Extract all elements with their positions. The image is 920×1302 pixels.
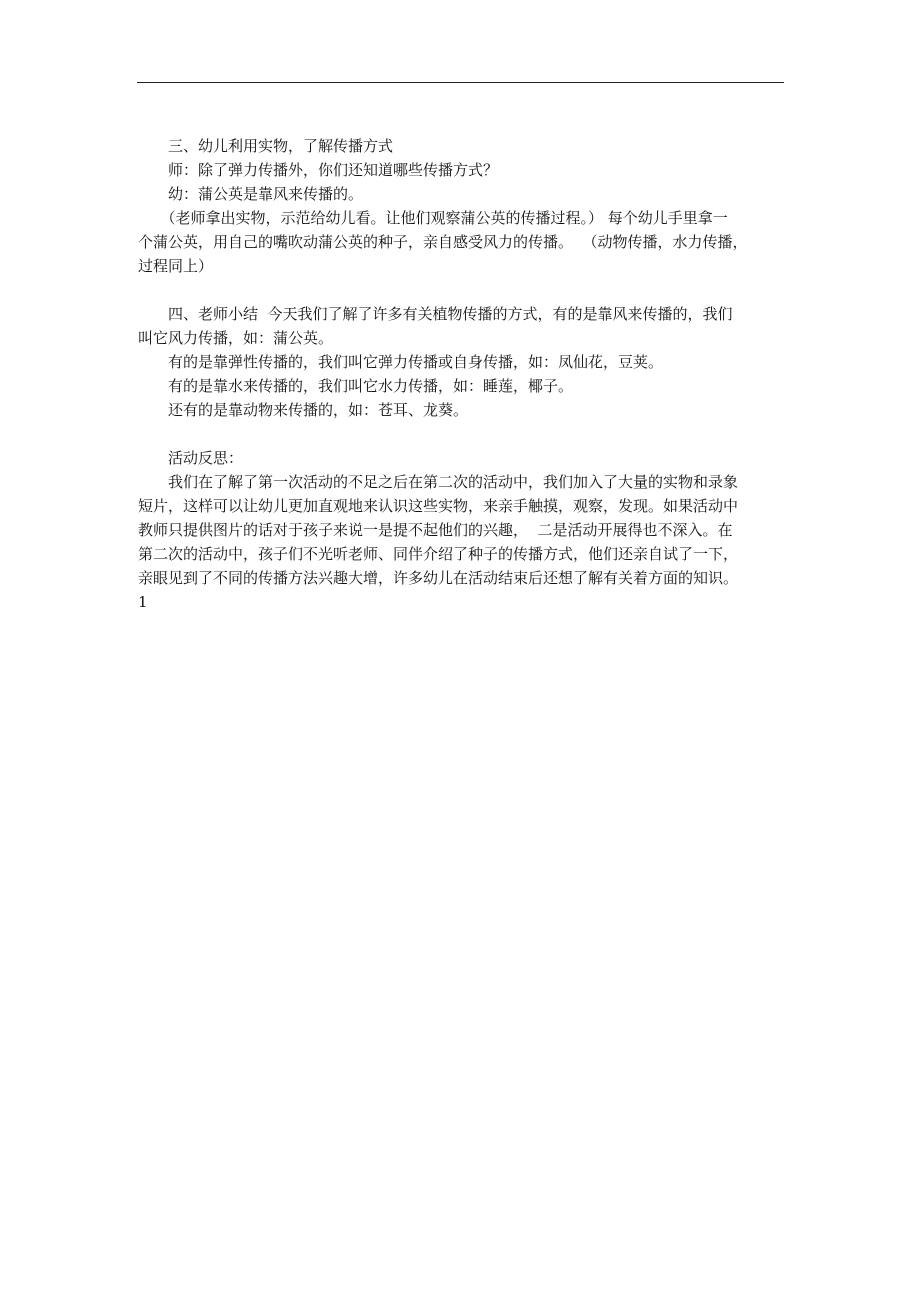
summary-line-4: 有的是靠水来传播的，我们叫它水力传播，如：睡莲，椰子。 bbox=[168, 377, 574, 395]
summary-line-1: 四、老师小结 今天我们了解了许多有关植物传播的方式，有的是靠风来传播的，我们 bbox=[168, 305, 733, 323]
summary-line-5: 还有的是靠动物来传播的，如：苍耳、龙葵。 bbox=[168, 401, 469, 419]
reflection-line-5: 亲眼见到了不同的传播方法兴趣大增，许多幼儿在活动结束后还想了解有关着方面的知识。 bbox=[138, 569, 739, 587]
activity-line-3: 过程同上） bbox=[138, 257, 214, 275]
reflection-line-1: 我们在了解了第一次活动的不足之后在第二次的活动中，我们加入了大量的实物和录象 bbox=[168, 473, 739, 491]
header-rule bbox=[137, 82, 784, 83]
teacher-line: 师：除了弹力传播外，你们还知道哪些传播方式？ bbox=[168, 161, 499, 179]
spacer bbox=[138, 422, 786, 446]
section3-heading: 三、幼儿利用实物，了解传播方式 bbox=[168, 137, 394, 155]
page-number: 1 bbox=[138, 593, 148, 611]
spacer bbox=[138, 278, 786, 302]
document-body bbox=[138, 134, 786, 614]
activity-line-1: （老师拿出实物，示范给幼儿看。让他们观察蒲公英的传播过程。） 每个幼儿手里拿一 bbox=[160, 209, 728, 227]
reflection-heading: 活动反思： bbox=[168, 449, 244, 467]
reflection-line-4: 第二次的活动中，孩子们不光听老师、同伴介绍了种子的传播方式，他们还亲自试了一下， bbox=[138, 545, 739, 563]
reflection-line-2: 短片，这样可以让幼儿更加直观地来认识这些实物，来亲手触摸，观察，发现。如果活动中 bbox=[138, 497, 739, 515]
child-line: 幼：蒲公英是靠风来传播的。 bbox=[168, 185, 364, 203]
summary-line-2: 叫它风力传播，如：蒲公英。 bbox=[138, 329, 334, 347]
reflection-line-3: 教师只提供图片的话对于孩子来说一是提不起他们的兴趣， 二是活动开展得也不深入。在 bbox=[138, 521, 733, 539]
summary-line-3: 有的是靠弹性传播的，我们叫它弹力传播或自身传播，如：凤仙花，豆荚。 bbox=[168, 353, 664, 371]
activity-line-2: 个蒲公英，用自己的嘴吹动蒲公英的种子，亲自感受风力的传播。 （动物传播，水力传播， bbox=[138, 233, 748, 251]
